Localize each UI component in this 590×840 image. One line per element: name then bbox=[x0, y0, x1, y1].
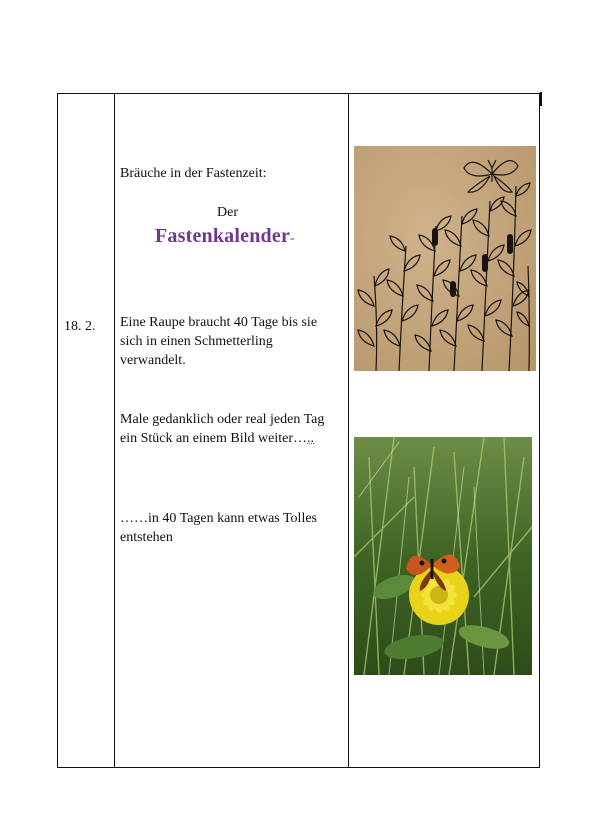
paragraph-result: ……in 40 Tagen kann etwas Tolles entstehen bbox=[120, 511, 317, 545]
column-divider-2 bbox=[348, 93, 349, 768]
leaf-drawing-image bbox=[354, 146, 536, 371]
paragraph-caterpillar: Eine Raupe braucht 40 Tage bis sie sich in einen Schmetterling verwandelt. bbox=[120, 315, 318, 368]
leaf-drawing-svg bbox=[354, 146, 536, 371]
paragraph-draw-main: Male gedanklich oder real jeden Tag ein Stück an einem Bild weiter… bbox=[120, 412, 325, 446]
butterfly-photo-svg bbox=[354, 437, 532, 675]
der-text: Der bbox=[217, 205, 238, 220]
column-divider-1 bbox=[114, 93, 115, 768]
butterfly-photo-image bbox=[354, 437, 532, 675]
heading-text: Bräuche in der Fastenzeit: bbox=[120, 166, 267, 181]
paragraph-draw bbox=[120, 410, 335, 448]
text-cursor bbox=[540, 92, 542, 106]
title-text bbox=[155, 225, 295, 248]
title-word: Fastenkalender bbox=[155, 225, 291, 247]
title-suffix: - bbox=[290, 231, 295, 246]
paragraph-draw-tail: .. bbox=[307, 431, 315, 446]
date-cell: 18. 2. bbox=[64, 319, 96, 334]
